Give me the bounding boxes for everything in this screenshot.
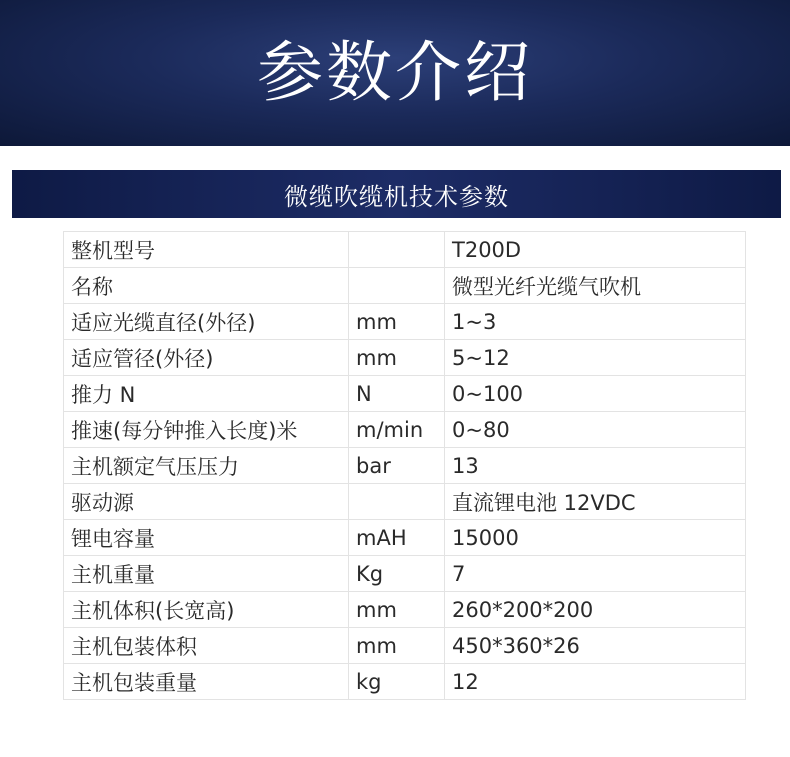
value-cell: 13 — [445, 448, 746, 484]
param-cell: 推速(每分钟推入长度)米 — [64, 412, 349, 448]
param-cell: 主机包装重量 — [64, 664, 349, 700]
table-row — [64, 592, 746, 628]
param-cell: 整机型号 — [64, 232, 349, 268]
param-cell: 名称 — [64, 268, 349, 304]
unit-cell: kg — [349, 664, 445, 700]
value-cell: 15000 — [445, 520, 746, 556]
table-row — [64, 484, 746, 520]
param-cell: 适应光缆直径(外径) — [64, 304, 349, 340]
param-cell: 主机体积(长宽高) — [64, 592, 349, 628]
value-cell: 12 — [445, 664, 746, 700]
unit-cell: N — [349, 376, 445, 412]
spec-table-body — [64, 232, 746, 700]
unit-cell: Kg — [349, 556, 445, 592]
section-header — [12, 170, 781, 218]
unit-cell: bar — [349, 448, 445, 484]
table-row — [64, 268, 746, 304]
table-row — [64, 232, 746, 268]
param-cell: 主机包装体积 — [64, 628, 349, 664]
table-row — [64, 628, 746, 664]
table-row — [64, 304, 746, 340]
value-cell: 450*360*26 — [445, 628, 746, 664]
section-title: 微缆吹缆机技术参数 — [284, 182, 509, 211]
unit-cell — [349, 268, 445, 304]
unit-cell: mm — [349, 340, 445, 376]
value-cell: 直流锂电池 12VDC — [445, 484, 746, 520]
table-row — [64, 520, 746, 556]
table-row — [64, 376, 746, 412]
param-cell: 适应管径(外径) — [64, 340, 349, 376]
unit-cell — [349, 232, 445, 268]
table-row — [64, 556, 746, 592]
page-title: 参数介绍 — [257, 34, 533, 111]
value-cell: 0~100 — [445, 376, 746, 412]
value-cell: 260*200*200 — [445, 592, 746, 628]
spec-table — [63, 231, 746, 700]
unit-cell — [349, 484, 445, 520]
hero-banner — [0, 0, 790, 146]
param-cell: 驱动源 — [64, 484, 349, 520]
param-cell: 锂电容量 — [64, 520, 349, 556]
unit-cell: m/min — [349, 412, 445, 448]
value-cell: T200D — [445, 232, 746, 268]
param-cell: 主机额定气压压力 — [64, 448, 349, 484]
param-cell: 主机重量 — [64, 556, 349, 592]
value-cell: 7 — [445, 556, 746, 592]
table-row — [64, 664, 746, 700]
unit-cell: mAH — [349, 520, 445, 556]
value-cell: 1~3 — [445, 304, 746, 340]
unit-cell: mm — [349, 592, 445, 628]
table-row — [64, 340, 746, 376]
value-cell: 5~12 — [445, 340, 746, 376]
table-row — [64, 448, 746, 484]
value-cell: 微型光纤光缆气吹机 — [445, 268, 746, 304]
param-cell: 推力 N — [64, 376, 349, 412]
unit-cell: mm — [349, 304, 445, 340]
value-cell: 0~80 — [445, 412, 746, 448]
table-row — [64, 412, 746, 448]
unit-cell: mm — [349, 628, 445, 664]
